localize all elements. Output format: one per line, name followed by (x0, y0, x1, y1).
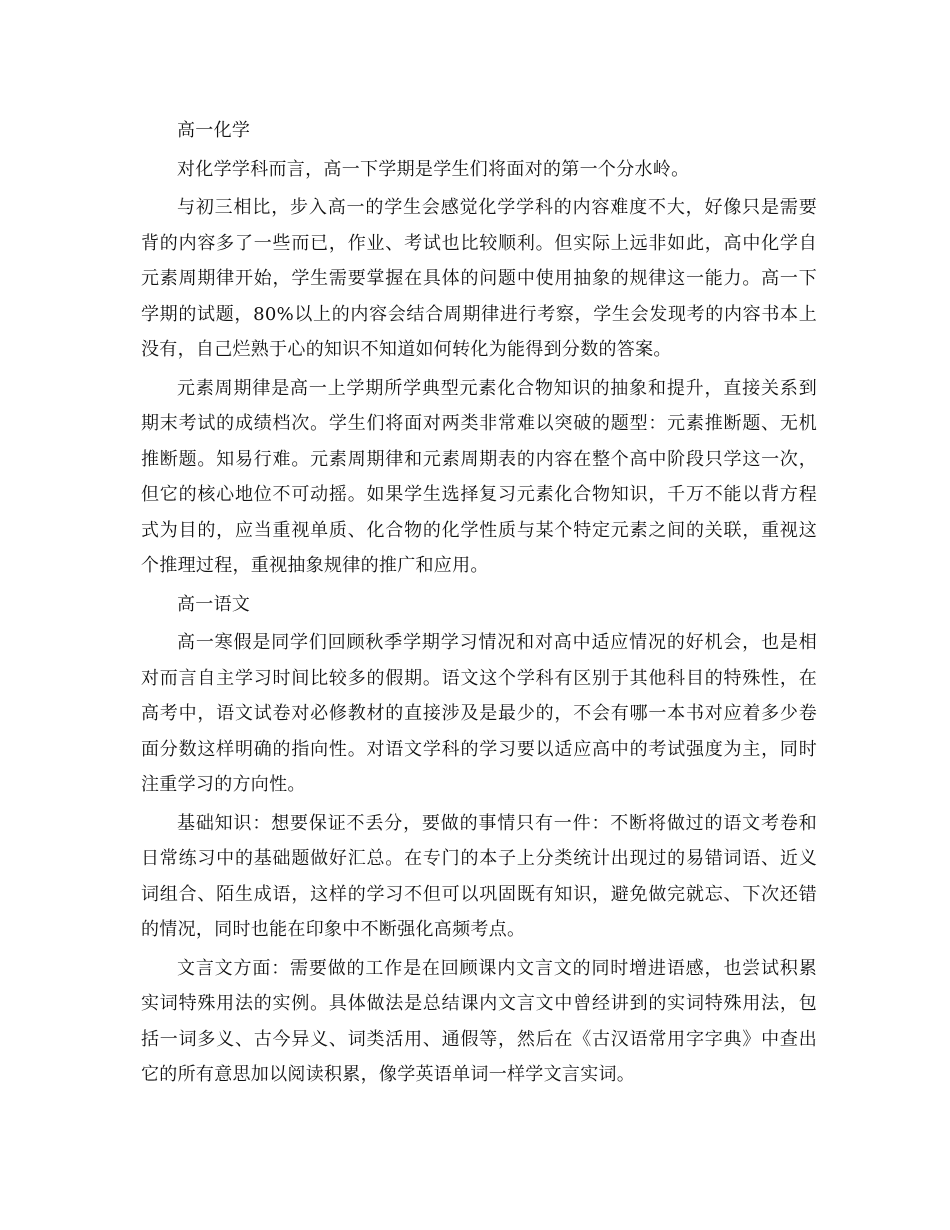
section-heading-chemistry: 高一化学 (177, 120, 251, 141)
paragraph: 对化学学科而言，高一下学期是学生们将面对的第一个分水岭。 (177, 158, 690, 180)
paragraph: 文言文方面：需要做的工作是在回顾课内文言文的同时增进语感，也尝试积累实词特殊用法的实例。具体做法是总结课内文言文中曾经讲到的实词特殊用法，包括一词多义、古今异义、词类活用、通假等，然后在《古汉语常用字字典》中查出它的所有意思加以阅读积累，像学英语单词一样学文言实词。 (141, 957, 817, 1085)
paragraph: 元素周期律是高一上学期所学典型元素化合物知识的抽象和提升，直接关系到期末考试的成绩档次。学生们将面对两类非常难以突破的题型：元素推断题、无机推断题。知易行难。元素周期律和元素周期表的内容在整个高中阶段只学这一次，但它的核心地位不可动摇。如果学生选择复习元素化合物知识，千万不能以背方程式为目的，应当重视单质、化合物的化学性质与某个特定元素之间的关联，重视这个推理过程，重视抽象规律的推广和应用。 (141, 377, 817, 576)
paragraph: 高一寒假是同学们回顾秋季学期学习情况和对高中适应情况的好机会，也是相对而言自主学习时间比较多的假期。语文这个学科有区别于其他科目的特殊性，在高考中，语文试卷对必修教材的直接涉及是最少的，不会有哪一本书对应着多少卷面分数这样明确的指向性。对语文学科的学习要以适应高中的考试强度为主，同时注重学习的方向性。 (141, 632, 817, 795)
document-body (141, 113, 817, 1096)
paragraph: 基础知识：想要保证不丢分，要做的事情只有一件：不断将做过的语文考卷和日常练习中的基础题做好汇总。在专门的本子上分类统计出现过的易错词语、近义词组合、陌生成语，这样的学习不但可以巩固既有知识，避免做完就忘、下次还错的情况，同时也能在印象中不断强化高频考点。 (141, 812, 817, 940)
section-heading-chinese: 高一语文 (177, 593, 251, 615)
paragraph: 与初三相比，步入高一的学生会感觉化学学科的内容难度不大，好像只是需要背的内容多了一些而已，作业、考试也比较顺利。但实际上远非如此，高中化学自元素周期律开始，学生需要掌握在具体的问题中使用抽象的规律这一能力。高一下学期的试题，80%以上的内容会结合周期律进行考察，学生会发现考的内容书本上没有，自己烂熟于心的知识不知道如何转化为能得到分数的答案。 (141, 197, 817, 360)
